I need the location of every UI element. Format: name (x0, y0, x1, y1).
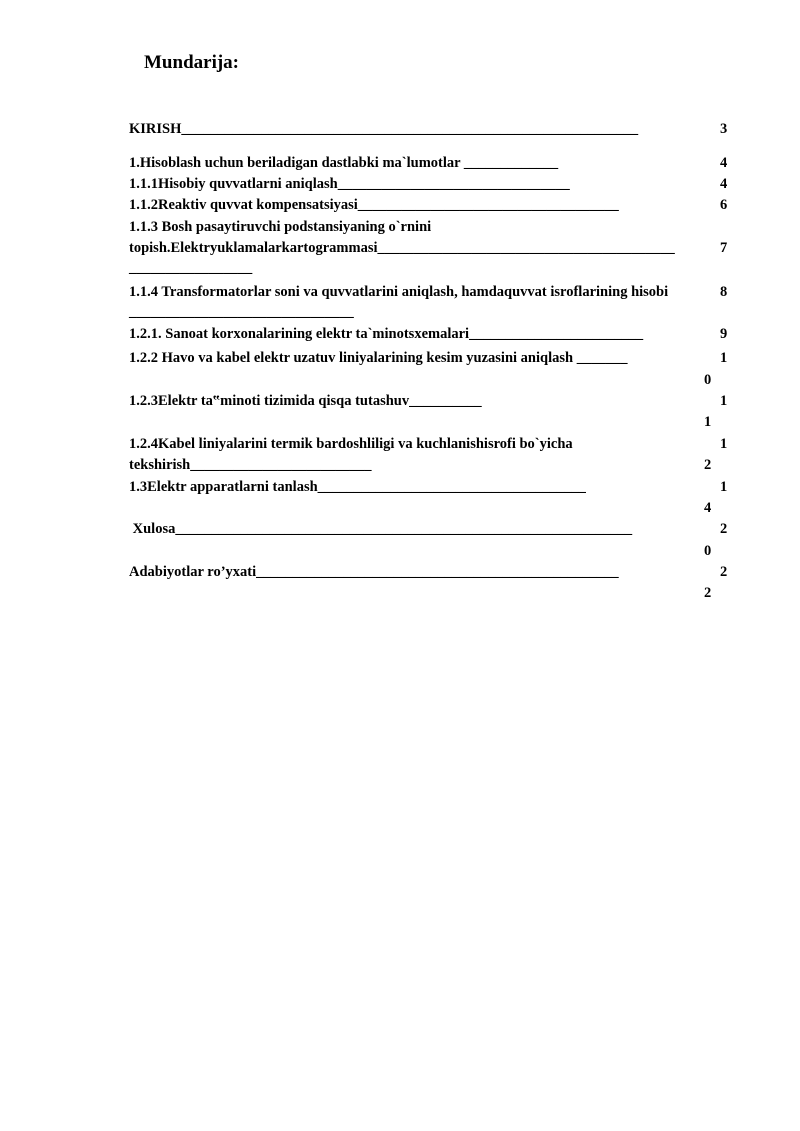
toc-page-1-3-a: 1 (720, 479, 728, 495)
toc-entry-1-1-2: 1.1.2Reaktiv quvvat kompensatsiyasi____________________________________ (129, 197, 619, 213)
toc-page-1-2-2-a: 1 (720, 350, 728, 366)
toc-entry-1-1-1: 1.1.1Hisobiy quvvatlarni aniqlash________________________________ (129, 176, 570, 192)
toc-page-1-1-2: 6 (720, 197, 728, 213)
toc-page-1-2-2-b: 0 (704, 372, 712, 388)
toc-entry-adabiyotlar: Adabiyotlar ro’yxati__________________________________________________ (129, 564, 619, 580)
toc-page-1-3-b: 4 (704, 500, 712, 516)
toc-entry-1-3: 1.3Elektr apparatlarni tanlash_____________________________________ (129, 479, 586, 495)
toc-page-1-2-4-b: 2 (704, 457, 712, 473)
toc-entry-1: 1.Hisoblash uchun beriladigan dastlabki ma`lumotlar _____________ (129, 155, 559, 171)
toc-entry-1-1-4-line2: _______________________________ (129, 304, 354, 320)
toc-page-1-2-3-a: 1 (720, 393, 728, 409)
toc-entry-1-1-4-line1: 1.1.4 Transformatorlar soni va quvvatlarini aniqlash, hamdaquvvat isroflarining hisobi (129, 284, 669, 300)
toc-entry-1-1-3-line3: _________________ (129, 260, 253, 276)
toc-entry-1-1-3-line1: 1.1.3 Bosh pasaytiruvchi podstansiyaning o`rnini (129, 219, 432, 235)
toc-entry-1-2-2: 1.2.2 Havo va kabel elektr uzatuv liniyalarining kesim yuzasini aniqlash _______ (129, 350, 628, 366)
toc-page-xulosa-b: 0 (704, 543, 712, 559)
toc-page-adabiyotlar-b: 2 (704, 585, 712, 601)
toc-page-1-1-1: 4 (720, 176, 728, 192)
toc-page-xulosa-a: 2 (720, 521, 728, 537)
toc-entry-1-2-4-line1: 1.2.4Kabel liniyalarini termik bardoshliligi va kuchlanishisrofi bo`yicha (129, 436, 573, 452)
toc-page-adabiyotlar-a: 2 (720, 564, 728, 580)
toc-page-1: 4 (720, 155, 728, 171)
toc-entry-1-2-3: 1.2.3Elektr ta‟minoti tizimida qisqa tutashuv__________ (129, 393, 482, 409)
toc-page-1-2-1: 9 (720, 326, 728, 342)
toc-entry-xulosa: Xulosa_______________________________________________________________ (129, 521, 633, 537)
toc-entry-1-2-1: 1.2.1. Sanoat korxonalarining elektr ta`minotsxemalari________________________ (129, 326, 644, 342)
toc-page-1-1-4: 8 (720, 284, 728, 300)
toc-page-1-2-3-b: 1 (704, 414, 712, 430)
toc-page-1-2-4-a: 1 (720, 436, 728, 452)
toc-entry-1-1-3-line2: topish.Elektryuklamalarkartogrammasi_________________________________________ (129, 240, 675, 256)
toc-entry-1-2-4-line2: tekshirish_________________________ (129, 457, 372, 473)
page-title: Mundarija: (144, 52, 239, 73)
toc-page-kirish: 3 (720, 121, 728, 137)
toc-page-1-1-3: 7 (720, 240, 728, 256)
toc-entry-kirish: KIRISH_______________________________________________________________ (129, 121, 639, 137)
